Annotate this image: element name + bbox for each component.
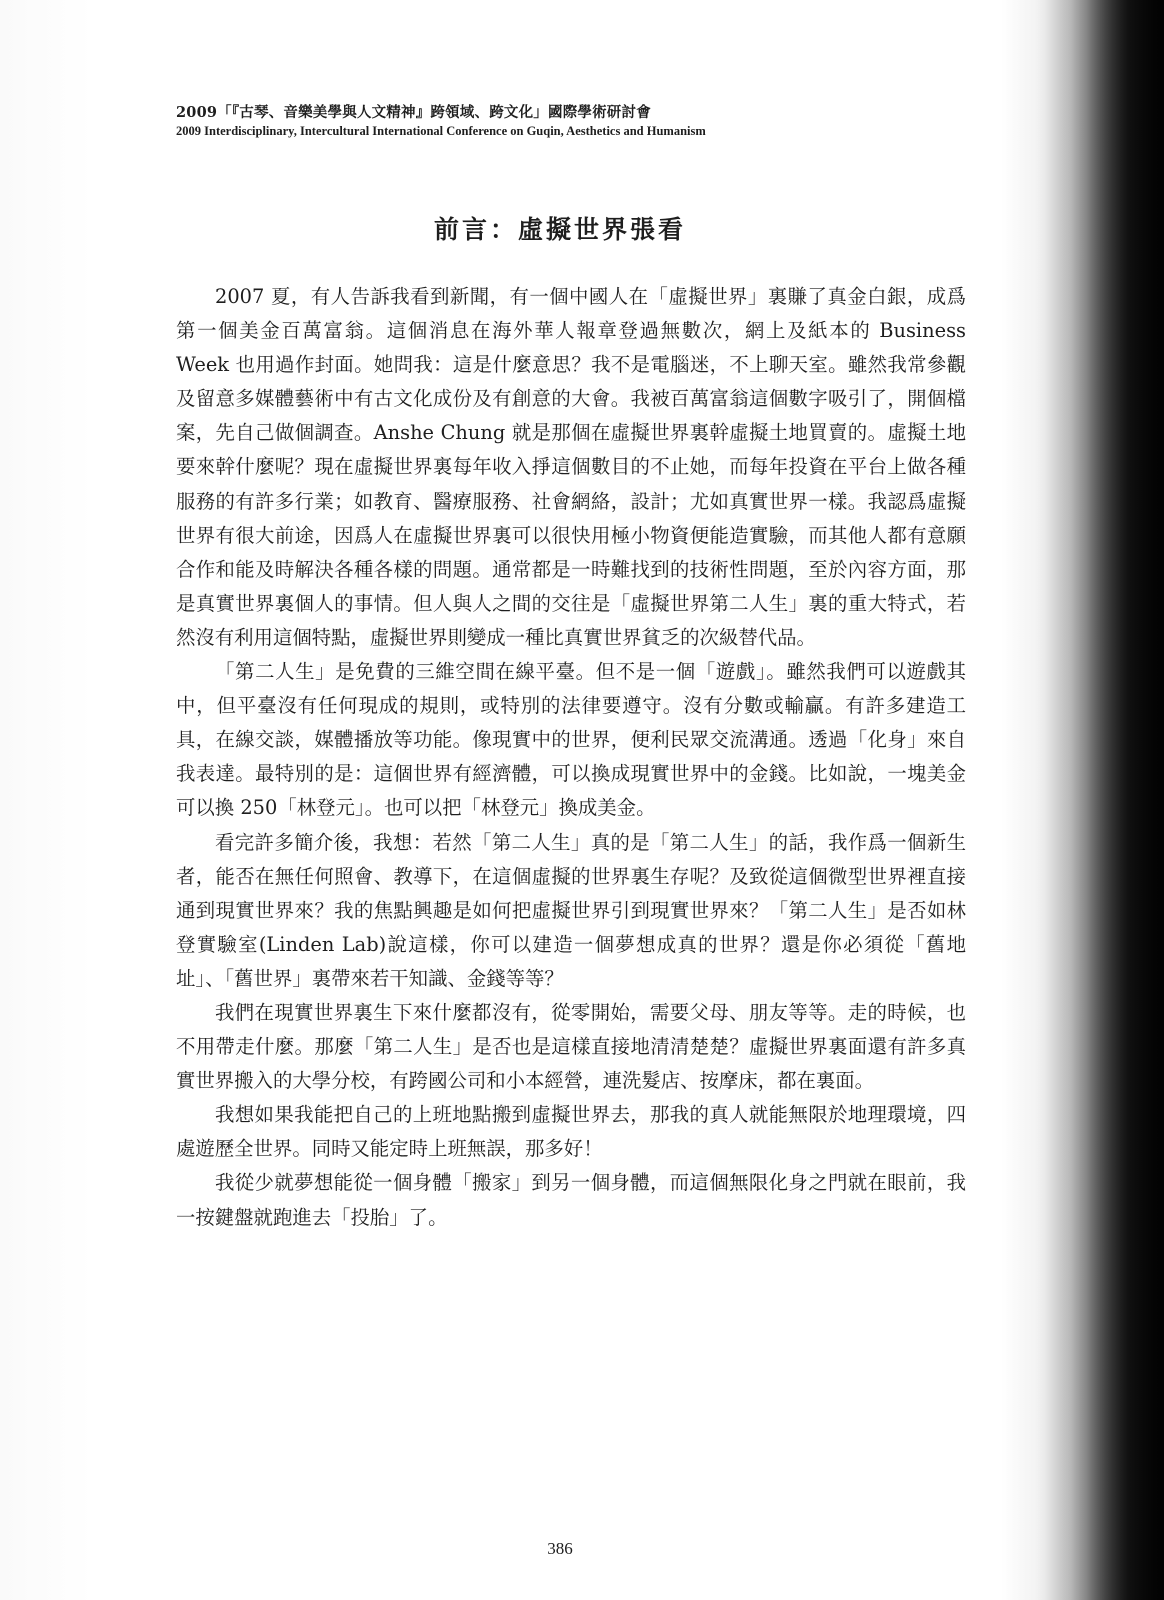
paragraph: 「第二人生」是免費的三維空間在線平臺。但不是一個「遊戲」。雖然我們可以遊戲其中，但平臺沒有任何現成的規則，或特別的法律要遵守。沒有分數或輸贏。有許多建造工具，在線交談，媒體播放等功能。像現實中的世界，便利民眾交流溝通。透過「化身」來自我表達。最特別的是：這個世界有經濟體，可以換成現實世界中的金錢。比如說，一塊美金可以換 250「林登元」。也可以把「林登元」換成美金。 xyxy=(176,660,966,820)
paragraph: 我想如果我能把自己的上班地點搬到虛擬世界去，那我的真人就能無限於地理環境，四處遊歷全世界。同時又能定時上班無誤，那多好！ xyxy=(176,1103,966,1161)
running-header xyxy=(176,104,796,140)
article-body xyxy=(176,280,966,1235)
page-title: 前言：虛擬世界張看 xyxy=(433,215,686,244)
paragraph: 看完許多簡介後，我想：若然「第二人生」真的是「第二人生」的話，我作爲一個新生者，能否在無任何照會、教導下，在這個虛擬的世界裏生存呢？及致從這個微型世界裡直接通到現實世界來？我的焦點興趣是如何把虛擬世界引到現實世界來？「第二人生」是否如林登實驗室(Linden Lab)說這樣，你可以建造一個夢想成真的世界？還是你必須從「舊地址」、「舊世界」裏帶來若干知識、金錢等等？ xyxy=(176,830,966,990)
header-english: 2009 Interdisciplinary, Intercultural International Conference on Guqin, Aesthetics and Humanism xyxy=(176,124,706,138)
paragraph: 我們在現實世界裏生下來什麼都沒有，從零開始，需要父母、朋友等等。走的時候，也不用帶走什麼。那麼「第二人生」是否也是這樣直接地清清楚楚？虛擬世界裏面還有許多真實世界搬入的大學分校，有跨國公司和小本經營，連洗髮店、按摩床，都在裏面。 xyxy=(176,1000,966,1093)
page-number: 386 xyxy=(547,1539,573,1558)
header-chinese: 2009「『古琴、音樂美學與人文精神』跨領域、跨文化」國際學術研討會 xyxy=(176,104,651,121)
paragraph: 2007 夏，有人告訴我看到新聞，有一個中國人在「虛擬世界」裏賺了真金白銀，成爲第一個美金百萬富翁。這個消息在海外華人報章登過無數次，網上及紙本的 Business Week 也用過作封面。她問我：這是什麼意思？我不是電腦迷，不上聊天室。雖然我常參觀及留意多媒體藝術中有古文化成份及有創意的大會。我被百萬富翁這個數字吸引了，開個檔案，先自己做個調查。Anshe Chung 就是那個在虛擬世界裏幹虛擬土地買賣的。虛擬土地要來幹什麼呢？現在虛擬世界裏每年收入掙這個數目的不止她，而每年投資在平台上做各種服務的有許多行業；如教育、醫療服務、社會網絡，設計；尤如真實世界一樣。我認爲虛擬世界有很大前途，因爲人在虛擬世界裏可以很快用極小物資便能造實驗，而其他人都有意願合作和能及時解決各種各樣的問題。通常都是一時難找到的技術性問題，至於內容方面，那是真實世界裏個人的事情。但人與人之間的交往是「虛擬世界第二人生」裏的重大特式，若然沒有利用這個特點，虛擬世界則變成一種比真實世界貧乏的次級替代品。 xyxy=(176,285,966,649)
paragraph: 我從少就夢想能從一個身體「搬家」到另一個身體，而這個無限化身之門就在眼前，我一按鍵盤就跑進去「投胎」了。 xyxy=(176,1171,966,1229)
